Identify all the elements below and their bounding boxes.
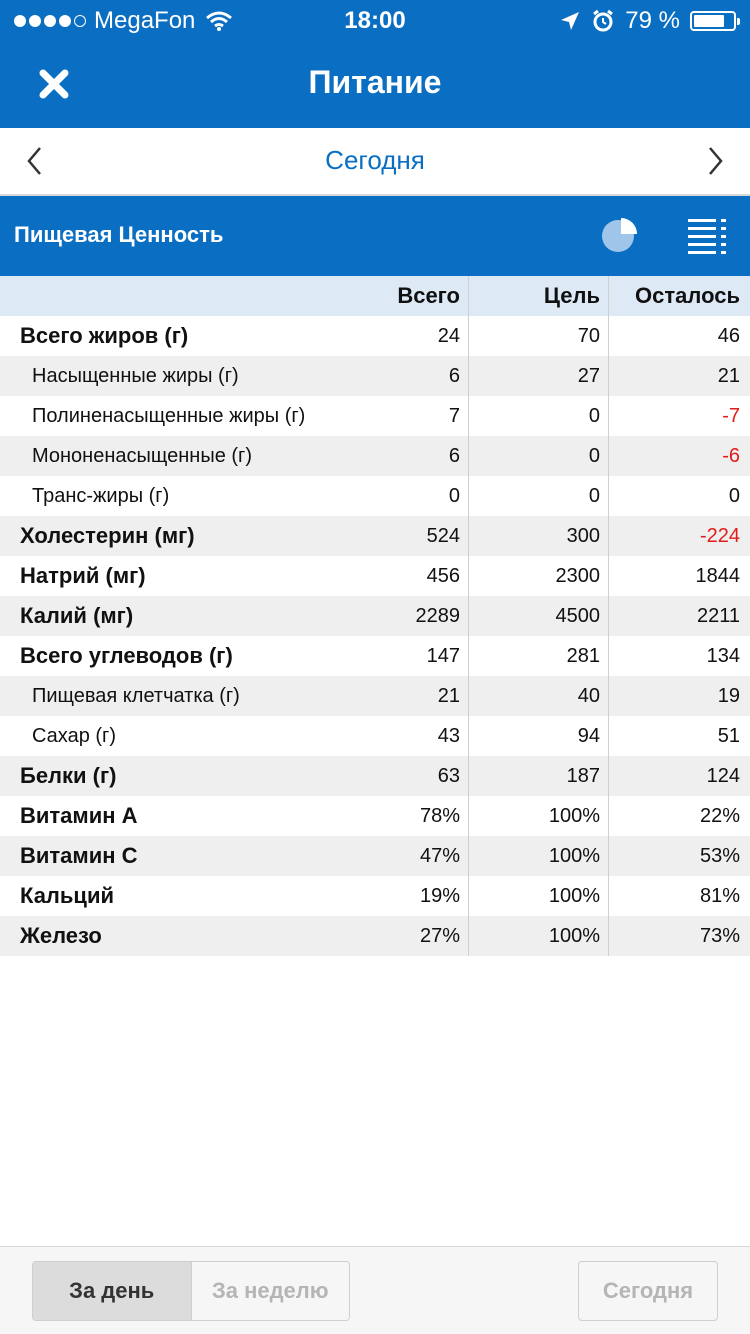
nutrient-name: Кальций — [20, 883, 115, 908]
table-row — [0, 476, 750, 516]
day-tab[interactable]: За день — [33, 1262, 191, 1320]
value-left: 0 — [728, 485, 740, 507]
table-row — [0, 436, 750, 476]
location-arrow-icon — [559, 10, 581, 32]
table-row — [0, 876, 750, 916]
table-row — [0, 716, 750, 756]
value-goal: 40 — [577, 685, 600, 707]
value-goal: 100% — [548, 845, 600, 867]
table-row — [0, 556, 750, 596]
value-left: 81% — [699, 885, 740, 907]
value-goal: 27 — [577, 365, 600, 387]
value-goal: 100% — [548, 805, 600, 827]
value-goal: 0 — [588, 445, 600, 467]
value-total: 147 — [426, 645, 460, 667]
nutrient-name: Транс-жиры (г) — [32, 485, 170, 507]
date-selector — [0, 128, 750, 196]
column-divider — [468, 276, 469, 956]
nutrient-name: Всего углеводов (г) — [20, 643, 233, 668]
table-header — [0, 276, 750, 316]
table-row — [0, 756, 750, 796]
value-left: 1844 — [695, 565, 740, 587]
value-goal: 0 — [588, 405, 600, 427]
nutrient-name: Витамин А — [20, 803, 138, 828]
nutrient-name: Всего жиров (г) — [20, 323, 189, 348]
header-left: Осталось — [635, 283, 740, 308]
table-row — [0, 356, 750, 396]
value-left: 19 — [717, 685, 740, 707]
header-goal: Цель — [543, 283, 600, 308]
table-row — [0, 836, 750, 876]
nutrient-name: Белки (г) — [20, 763, 117, 788]
nutrient-name: Калий (мг) — [20, 603, 134, 628]
page-title: Питание — [308, 64, 442, 100]
value-goal: 100% — [548, 925, 600, 947]
value-goal: 281 — [566, 645, 600, 667]
value-left: 51 — [717, 725, 740, 747]
value-left: 134 — [706, 645, 740, 667]
nutrient-name: Полиненасыщенные жиры (г) — [32, 405, 306, 427]
value-total: 47% — [419, 845, 460, 867]
value-goal: 187 — [566, 765, 600, 787]
value-left: 46 — [717, 325, 740, 347]
period-segmented-control — [32, 1261, 350, 1321]
value-goal: 94 — [577, 725, 600, 747]
table-row — [0, 396, 750, 436]
value-left: 21 — [717, 365, 740, 387]
nutrient-name: Натрий (мг) — [20, 563, 146, 588]
value-goal: 300 — [566, 525, 600, 547]
value-left: 124 — [706, 765, 740, 787]
value-total: 6 — [448, 365, 460, 387]
value-total: 21 — [437, 685, 460, 707]
chevron-right-icon[interactable] — [700, 144, 730, 178]
value-total: 7 — [448, 405, 460, 427]
value-left: 73% — [699, 925, 740, 947]
value-left: 2211 — [696, 605, 740, 627]
value-total: 19% — [419, 885, 460, 907]
clock: 18:00 — [344, 7, 406, 34]
nutrient-name: Железо — [20, 923, 102, 948]
alarm-clock-icon — [591, 9, 615, 33]
value-total: 24 — [437, 325, 460, 347]
date-label[interactable]: Сегодня — [325, 145, 425, 175]
value-goal: 100% — [548, 885, 600, 907]
table-row — [0, 516, 750, 556]
value-left: 53% — [699, 845, 740, 867]
nutrient-name: Мононенасыщенные (г) — [32, 445, 252, 467]
value-goal: 70 — [577, 325, 600, 347]
top-bar — [0, 0, 750, 128]
table-row — [0, 596, 750, 636]
value-total: 63 — [437, 765, 460, 787]
value-total: 78% — [419, 805, 460, 827]
value-total: 0 — [448, 485, 460, 507]
value-total: 6 — [448, 445, 460, 467]
value-left: 22% — [699, 805, 740, 827]
nutrient-name: Насыщенные жиры (г) — [32, 365, 239, 387]
status-bar — [0, 0, 750, 40]
battery-icon — [690, 11, 736, 31]
status-right — [559, 7, 736, 35]
value-goal: 0 — [588, 485, 600, 507]
value-left: -224 — [699, 525, 740, 547]
battery-percent: 79 % — [625, 7, 680, 34]
header-total: Всего — [397, 283, 460, 308]
bottom-toolbar — [0, 1246, 750, 1334]
value-total: 456 — [426, 565, 460, 587]
nutrition-table — [0, 276, 750, 956]
table-row — [0, 636, 750, 676]
value-left: -6 — [722, 445, 740, 467]
nutrient-name: Пищевая клетчатка (г) — [32, 685, 240, 707]
value-total: 2289 — [415, 605, 460, 627]
column-divider — [608, 276, 609, 956]
today-button[interactable]: Сегодня — [578, 1261, 718, 1321]
value-goal: 4500 — [555, 605, 600, 627]
table-row — [0, 796, 750, 836]
value-total: 524 — [426, 525, 460, 547]
table-row — [0, 916, 750, 956]
value-goal: 2300 — [555, 565, 600, 587]
value-left: -7 — [722, 405, 740, 427]
list-view-icon[interactable] — [686, 216, 728, 254]
table-row — [0, 316, 750, 356]
nutrient-name: Витамин С — [20, 843, 138, 868]
nav-bar — [0, 40, 750, 128]
carrier-name: MegaFon — [94, 7, 196, 34]
week-tab[interactable]: За неделю — [191, 1262, 350, 1320]
value-total: 27% — [419, 925, 460, 947]
table-row — [0, 676, 750, 716]
pie-chart-icon[interactable] — [600, 216, 638, 254]
nutrient-name: Холестерин (мг) — [20, 523, 195, 548]
nutrient-name: Сахар (г) — [32, 725, 116, 747]
section-header — [0, 196, 750, 276]
section-title: Пищевая Ценность — [14, 222, 224, 247]
value-total: 43 — [437, 725, 460, 747]
